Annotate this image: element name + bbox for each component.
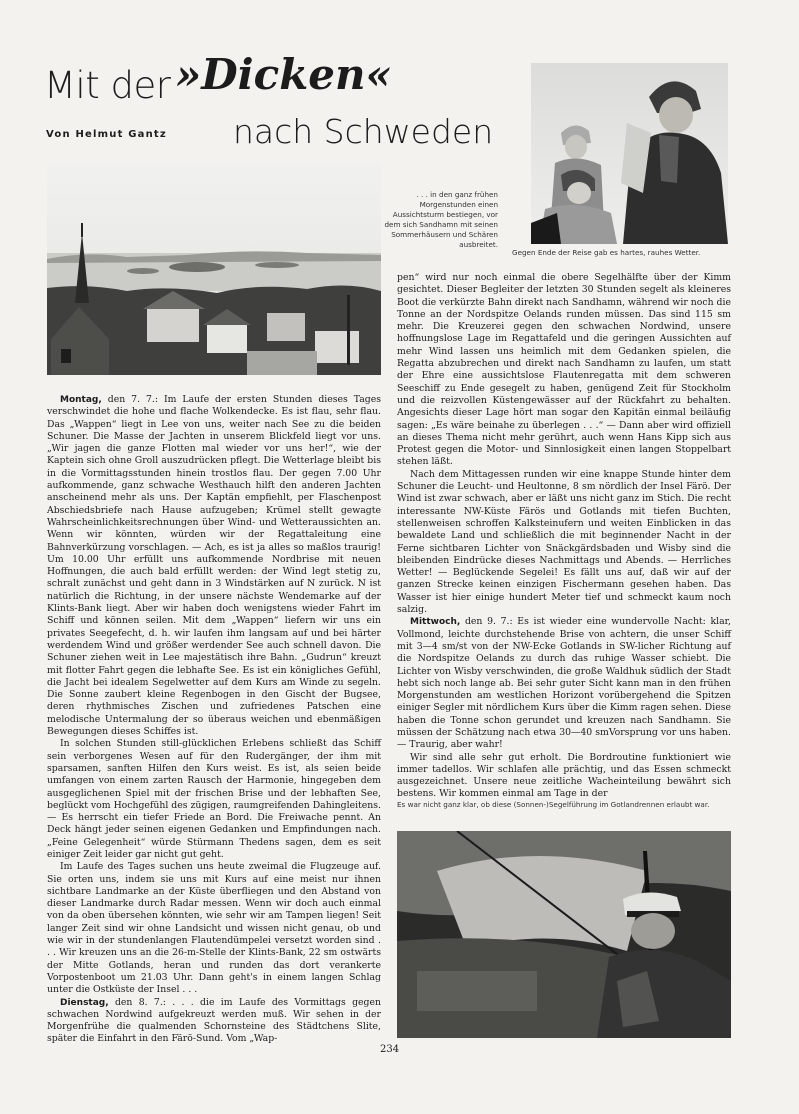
paragraph-monday-text: den 7. 7.: Im Laufe der ersten Stunden dieses Tages verschwindet die hohe und flache Wolkendecke. Es ist flau, sehr flau. Das „Wappen“ liegt in Lee von uns, weiter nach See zu die beiden Schuner. Die Masse der Jachten in unserem Blickfeld liegt vor uns. „Wir jagen die ganze Flotten mal wieder vor uns her!“, wie der Kaptein sich ohne Groll auszudrücken pflegt. Die Wetterlage bleibt bis in die Vormittagsstunden hinein trostlos flau. Der gegen 7.00 Uhr aufkommende, ganz schwache Westhauch hilft den anderen Jachten anscheinend mehr als uns. Der Kaptän empfiehlt, per Flaschenpost Abschiedsbriefe nach Hause aufzugeben; Krümel stellt gewagte Wahrscheinlichkeitsrechnungen über Wind- und Wetteraussichten an. Wenn wir könnten, würden wir der Regattaleitung eine Bahnverkürzung vorschlagen. — Ach, es ist ja alles so maßlos traurig! Um 10.00 Uhr erfüllt uns aufkommende Nordbrise mit neuen Hoffnungen, die auch bald erfüllt werden: der Wind legt stetig zu, schralt zunächst und geht dann in 3 Windstärken auf N zurück. N ist natürlich die Richtung, in der unsere nächste Wendemarke auf der Klints-Bank liegt. Aber wir haben doch wenigstens wieder Fahrt im Schiff und können seilen. Mit dem „Wappen“ liefern wir uns ein privates Seegefecht, d. h. wir laufen ihm langsam auf und bei härter werdendem Wind und größer werdender See auch schnell davon. Die Schuner ziehen weit in Lee majestätisch ihre Bahn. „Gudrun“ kreuzt mit flotter Fahrt gegen die lebhafte See. Es ist ein königliches Gefühl, die Jacht bei idealem Segelwetter auf dem Kurs am Winde zu segeln. Die Sonne zaubert kleine Regenbogen in den Gischt der Bugsee, deren rhythmisches Zischen und zufriedenes Patschen eine melodische Untermalung der so überaus weichen und ebenmäßigen Bewegungen dieses Schiffes ist.	[47, 394, 381, 738]
paragraph-wednesday-text: den 9. 7.: Es ist wieder eine wundervolle Nacht: klar, Vollmond, leichte durchstehende Brise von achtern, die unser Schiff mit 3—4 sm/st von der NW-Ecke Gotlands in SW-licher Richtung auf die Nordspitze Oelands zu durch das ruhige Wasser schiebt. Die Lichter von Wisby verschwinden, die große Waldhuk südlich der Stadt hebt sich noch lange ab. Bei sehr guter Sicht kann man in den frühen Morgenstunden am westlichen Horizont vorübergehend die Spitzen einiger Segler mit nördlichem Kurs über die Kimm ragen sehen. Diese haben die Tonne schon gerundet und kreuzen nach Sandhamn. Sie müssen der Schätzung nach etwa 30—40 smVorsprung vor uns haben. — Traurig, aber wahr!	[397, 616, 731, 751]
caption-sailors: Gegen Ende der Reise gab es hartes, rauhes Wetter.	[512, 248, 701, 257]
title-part-1: Mit der	[44, 64, 171, 107]
caption-town: . . . in den ganz frühen Morgenstunden einen Aussichtsturm bestiegen, vor dem sich Sandhamn mit seinen Sommerhäusern und Schären ausbreitet.	[384, 190, 498, 249]
title-part-2: »Dicken«	[175, 50, 392, 99]
boat-image	[397, 831, 731, 1038]
photo-boat	[397, 831, 731, 1038]
paragraph-wednesday	[397, 616, 731, 751]
paragraph-harmony: In solchen Stunden still-glücklichen Erlebens schließt das Schiff sein verborgenes Wesen auf für den Rudergänger, der ihm mit sparsamen, sanften Hilfen den Kurs weist. Es ist, als seien beide umfangen von einem zarten Rausch der Harmonie, hingegeben dem ausgeglichenen Spiel mit der frischen Brise und der lebhaften See, beglückt vom Hochgefühl des zügigen, raumgreifenden Dahingleitens. — Es herrscht ein tiefer Friede an Bord. Die Freiwache pennt. An Deck hängt jeder seinen eigenen Gedanken und Empfindungen nach. „Feine Gelegenheit“ würde Stürmann Thedens sagen, dem es seit einiger Zeit leider gar nicht gut geht.	[47, 738, 381, 860]
page-number: 234	[380, 1044, 400, 1055]
title-part-3: nach Schweden	[233, 112, 494, 151]
photo-sailors	[531, 63, 728, 244]
paragraph-monday	[47, 394, 381, 738]
paragraph-aircraft: Im Laufe des Tages suchen uns heute zweimal die Flugzeuge auf. Sie orten uns, indem sie uns mit Kurs auf eine meist nur ihnen sichtbare Landmarke an der Küste überfliegen und den Abstand von dieser Landmarke durch Radar messen. Wenn wir doch auch einmal von da oben übersehen könnten, wie sehr wir am Tampen liegen! Seit langer Zeit sind wir ohne Landsicht und wissen nicht genau, ob und wie wir in der stundenlangen Flautendümpelei versetzt worden sind . . . Wir kreuzen uns an die 26-m-Stelle der Klints-Bank, 22 sm ostwärts der Mitte Gotlands, heran und runden das dort verankerte Vorpostenboot um 21.03 Uhr. Dann geht's in einem langen Schlag unter die Ostküste der Insel . . .	[47, 861, 381, 996]
column-right	[397, 272, 731, 801]
weekday-wednesday: Mittwoch,	[410, 617, 461, 628]
paragraph-afternoon: Nach dem Mittagessen runden wir eine knappe Stunde hinter dem Schuner die Leucht- und Heultonne, 8 sm nördlich der Insel Färö. Der Wind ist zwar schwach, aber er läßt uns nicht ganz im Stich. Die recht interessante NW-Küste Färös und Gotlands mit tiefen Buchten, stellenweisen schroffen Kalksteinufern und weiten Einblicken in das bewaldete Land und schließlich die mit beginnender Nacht in der Ferne sichtbaren Lichter von Snäckgärdsbaden und Wisby sind die bleibenden Eindrücke dieses Nachmittags und Abends. — Herrliches Wetter! — Beglückende Segelei! Es fällt uns auf, daß wir auf der ganzen Strecke keinen einzigen Fischermann gesehen haben. Das Wasser ist hier einige hundert Meter tief und schmeckt kaum noch salzig.	[397, 468, 731, 616]
sailors-image	[531, 63, 728, 244]
author-byline: Von Helmut Gantz	[46, 129, 167, 140]
paragraph-routine: Wir sind alle sehr gut erholt. Die Bordroutine funktioniert wie immer tadellos. Wir schlafen alle prächtig, und das Essen schmeckt ausgezeichnet. Unsere neue zeitliche Wacheinteilung bewährt sich bestens. Wir kommen einmal am Tage in der	[397, 751, 731, 800]
town-image	[47, 163, 381, 375]
paragraph-continued: pen“ wird nur noch einmal die obere Segelhälfte über der Kimm gesichtet. Dieser Begleiter der letzten 30 Stunden segelt als kleineres Boot die verkürzte Bahn direkt nach Sandhamn, während wir noch die Tonne an der Nordspitze Oelands runden müssen. Das sind 115 sm mehr. Die Kreuzerei gegen den schwachen Nordwind, unsere hoffnungslose Lage im Regattafeld und die geringen Aussichten auf mehr Wind lassen uns heimlich mit dem Gedanken spielen, die Regatta abzubrechen und direkt nach Sandhamn zu laufen, um statt der Ehre eine aussichtslose Flautenregatta mit dem schweren Seeschiff zu Ende gesegelt zu haben, genügend Zeit für Stockholm und die reizvollen Küstengewässer auf der Rückfahrt zu behalten. Angesichts dieser Lage hört man sogar den Kapitän einmal beiläufig sagen: „Es wäre beinahe zu überlegen . . .“ — Dann aber wird offiziell an dieses Thema nicht mehr gerührt, auch wenn Hans Kipp sich aus Protest gegen die Motor- und Sinnlosigkeit einen langen Stoppelbart stehen läßt.	[397, 272, 731, 468]
photo-town	[47, 163, 381, 375]
column-left	[47, 394, 381, 1046]
weekday-tuesday: Dienstag,	[60, 997, 109, 1008]
paragraph-tuesday-text: den 8. 7.: . . . die im Laufe des Vormittags gegen schwachen Nordwind aufgekreuzt werden muß. Wir sehen in der Morgenfrühe die qualmenden Schornsteine des Städtchens Slite, später die Einfahrt in den Färö-Sund. Vom „Wap-	[47, 996, 381, 1045]
caption-boat: Es war nicht ganz klar, ob diese (Sonnen-)Segelführung im Gotlandrennen erlaubt war.	[397, 800, 710, 809]
weekday-monday: Montag,	[60, 395, 102, 405]
paragraph-tuesday	[47, 997, 381, 1046]
